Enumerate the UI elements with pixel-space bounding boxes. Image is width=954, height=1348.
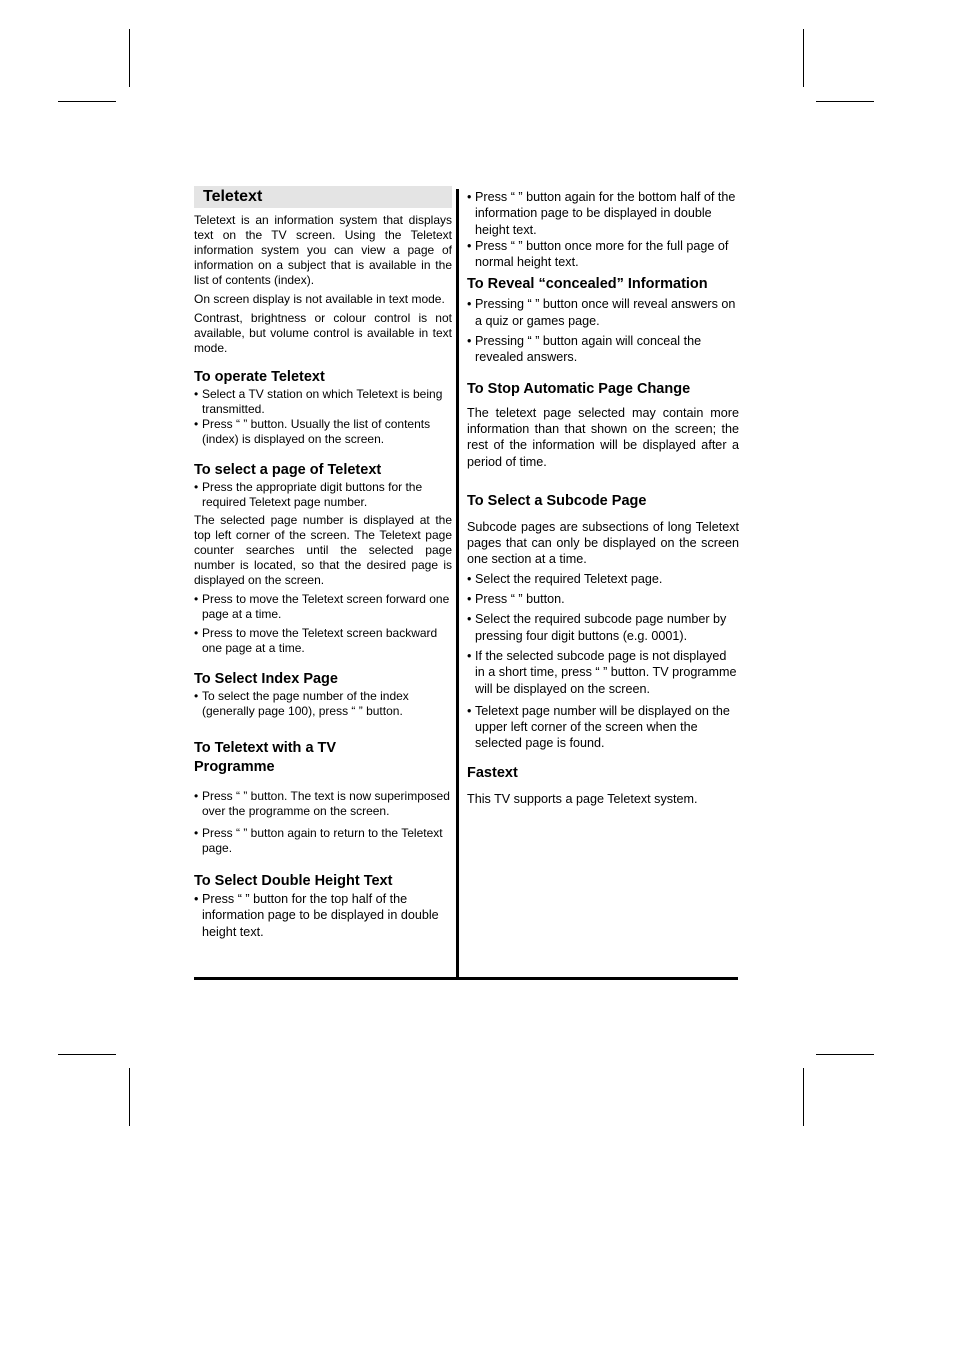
- section-heading-subcode: To Select a Subcode Page: [467, 492, 647, 509]
- teletext-title: Teletext: [194, 186, 452, 208]
- list-item: • If the selected subcode page is not displayed in a short time, press “ ” button. TV programme will be displayed on the screen.: [467, 648, 739, 697]
- subcode-paragraph: Subcode pages are subsections of long Teletext pages that can only be displayed on the screen one section at a time.: [467, 519, 739, 567]
- stop-auto-paragraph: The teletext page selected may contain more information than that shown on the screen; the rest of the information will be displayed after a period of time.: [467, 405, 739, 469]
- list-item: • Press “ ” button once more for the full page of normal height text.: [467, 238, 739, 271]
- right-column: [467, 189, 739, 807]
- list-item: • Press “ ” button. The text is now superimposed over the programme on the screen.: [194, 789, 452, 819]
- column-divider: [456, 189, 459, 980]
- section-heading-select-page: To select a page of Teletext: [194, 462, 382, 478]
- list-item: • Press the appropriate digit buttons for the required Teletext page number.: [194, 480, 452, 510]
- select-page-paragraph: The selected page number is displayed at the top left corner of the screen. The Teletext page counter searches until the selected page number is located, so that the desired page is displayed on the screen.: [194, 513, 452, 587]
- section-heading-double-height: To Select Double Height Text: [194, 873, 393, 889]
- crop-mark: [816, 101, 874, 102]
- intro-paragraph: On screen display is not available in text mode.: [194, 292, 445, 306]
- section-heading-tv-programme: To Teletext with a TV Programme: [194, 740, 337, 775]
- section-heading-index: To Select Index Page: [194, 671, 338, 687]
- bottom-rule: [194, 977, 738, 980]
- intro-paragraph: Teletext is an information system that displays text on the TV screen. Using the Teletext information system you can view a page of information on a subject that is available in the list of contents (index).: [194, 213, 452, 287]
- crop-mark: [58, 1054, 116, 1055]
- crop-mark: [803, 29, 804, 87]
- crop-mark: [803, 1068, 804, 1126]
- list-item: • Press “ ” button for the top half of the information page to be displayed in double height text.: [194, 891, 452, 940]
- crop-mark: [129, 29, 130, 87]
- reveal-list: [467, 296, 739, 365]
- crop-mark: [129, 1068, 130, 1126]
- fastext-paragraph: This TV supports a page Teletext system.: [467, 791, 698, 806]
- select-page-list: [194, 480, 452, 510]
- crop-mark: [58, 101, 116, 102]
- list-item: • Press “ ” button again for the bottom half of the information page to be displayed in double height text.: [467, 189, 739, 238]
- list-item: • Press “ ” button.: [467, 591, 739, 607]
- list-item: • Press to move the Teletext screen forward one page at a time.: [194, 592, 452, 622]
- tv-programme-list: [194, 789, 452, 856]
- index-list: [194, 689, 452, 719]
- list-item: • Select the required subcode page number by pressing four digit buttons (e.g. 0001).: [467, 611, 739, 644]
- list-item: • To select the page number of the index (generally page 100), press “ ” button.: [194, 689, 452, 719]
- subcode-list: [467, 571, 739, 752]
- list-item: • Press “ ” button again to return to the Teletext page.: [194, 826, 452, 856]
- double-height-list-cont: [467, 189, 739, 270]
- crop-mark: [816, 1054, 874, 1055]
- left-column: [194, 186, 452, 940]
- operate-list: [194, 387, 452, 447]
- double-height-list: [194, 891, 452, 940]
- section-heading-stop-auto: To Stop Automatic Page Change: [467, 380, 691, 397]
- select-page-list-2: [194, 592, 452, 656]
- list-item: • Press to move the Teletext screen backward one page at a time.: [194, 626, 452, 656]
- list-item: • Select the required Teletext page.: [467, 571, 739, 587]
- list-item: • Pressing “ ” button once will reveal answers on a quiz or games page.: [467, 296, 739, 329]
- list-item: • Press “ ” button. Usually the list of contents (index) is displayed on the screen.: [194, 417, 452, 447]
- section-heading-reveal: To Reveal “concealed” Information: [467, 276, 708, 293]
- section-heading-fastext: Fastext: [467, 764, 518, 781]
- section-heading-operate: To operate Teletext: [194, 369, 325, 385]
- list-item: • Pressing “ ” button again will conceal the revealed answers.: [467, 333, 739, 366]
- list-item: • Teletext page number will be displayed on the upper left corner of the screen when the selected page is found.: [467, 703, 739, 752]
- intro-paragraph: Contrast, brightness or colour control is not available, but volume control is available in text mode.: [194, 311, 452, 355]
- list-item: • Select a TV station on which Teletext is being transmitted.: [194, 387, 452, 417]
